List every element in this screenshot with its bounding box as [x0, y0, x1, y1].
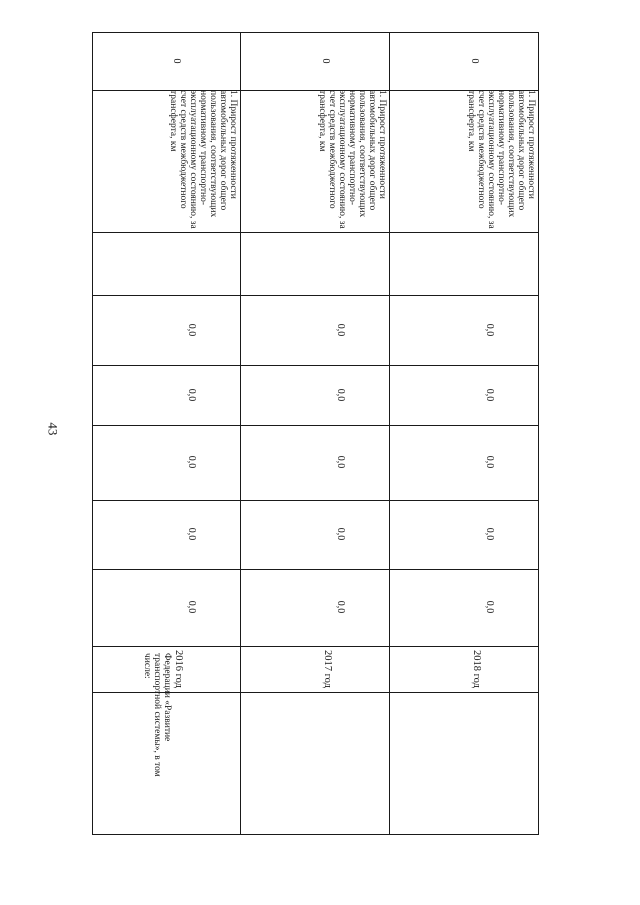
target-value: 0 — [171, 58, 182, 64]
row-divider — [389, 32, 390, 835]
value-cell: 0,0 — [335, 527, 346, 541]
value-cell: 0,0 — [186, 600, 197, 614]
table-border-right — [538, 32, 539, 835]
value-cell: 0,0 — [186, 323, 197, 337]
column-divider — [92, 425, 539, 426]
year-label: 2017 год — [322, 650, 333, 688]
value-cell: 0,0 — [484, 600, 495, 614]
value-cell: 0,0 — [186, 527, 197, 541]
value-cell: 0,0 — [484, 455, 495, 469]
column-divider — [92, 500, 539, 501]
target-value: 0 — [320, 58, 331, 64]
row-divider — [240, 32, 241, 835]
indicator-text: 1. Прирост протяженности автомобильных дорог общего пользования, соответствующих нормативному транспортно-эксплуатационному состоянию, за счет средств межбюджетного трансферта, км — [317, 90, 387, 229]
value-cell: 0,0 — [335, 323, 346, 337]
program-description: Федерации «Развитие транспортной системы», в том числе: — [142, 653, 172, 777]
value-cell: 0,0 — [186, 455, 197, 469]
column-divider — [92, 569, 539, 570]
value-cell: 0,0 — [484, 527, 495, 541]
target-value: 0 — [469, 58, 480, 64]
indicator-text: 1. Прирост протяженности автомобильных дорог общего пользования, соответствующих нормативному транспортно-эксплуатационному состоянию, за счет средств межбюджетного трансферта, км — [168, 90, 238, 229]
value-cell: 0,0 — [484, 388, 495, 402]
column-divider — [92, 232, 539, 233]
table-border-bottom — [92, 834, 539, 835]
value-cell: 0,0 — [335, 455, 346, 469]
year-label: 2018 год — [471, 650, 482, 688]
table-border-left — [92, 32, 93, 835]
value-cell: 0,0 — [335, 388, 346, 402]
year-label: 2016 год — [173, 650, 184, 688]
value-cell: 0,0 — [335, 600, 346, 614]
indicator-text: 1. Прирост протяженности автомобильных дорог общего пользования, соответствующих нормативному транспортно-эксплуатационному состоянию, за счет средств межбюджетного трансферта, км — [466, 90, 536, 229]
value-cell: 0,0 — [186, 388, 197, 402]
table-border-top — [92, 32, 539, 33]
value-cell: 0,0 — [484, 323, 495, 337]
column-divider — [92, 295, 539, 296]
page-number: 43 — [45, 422, 61, 436]
budget-table — [92, 32, 539, 835]
